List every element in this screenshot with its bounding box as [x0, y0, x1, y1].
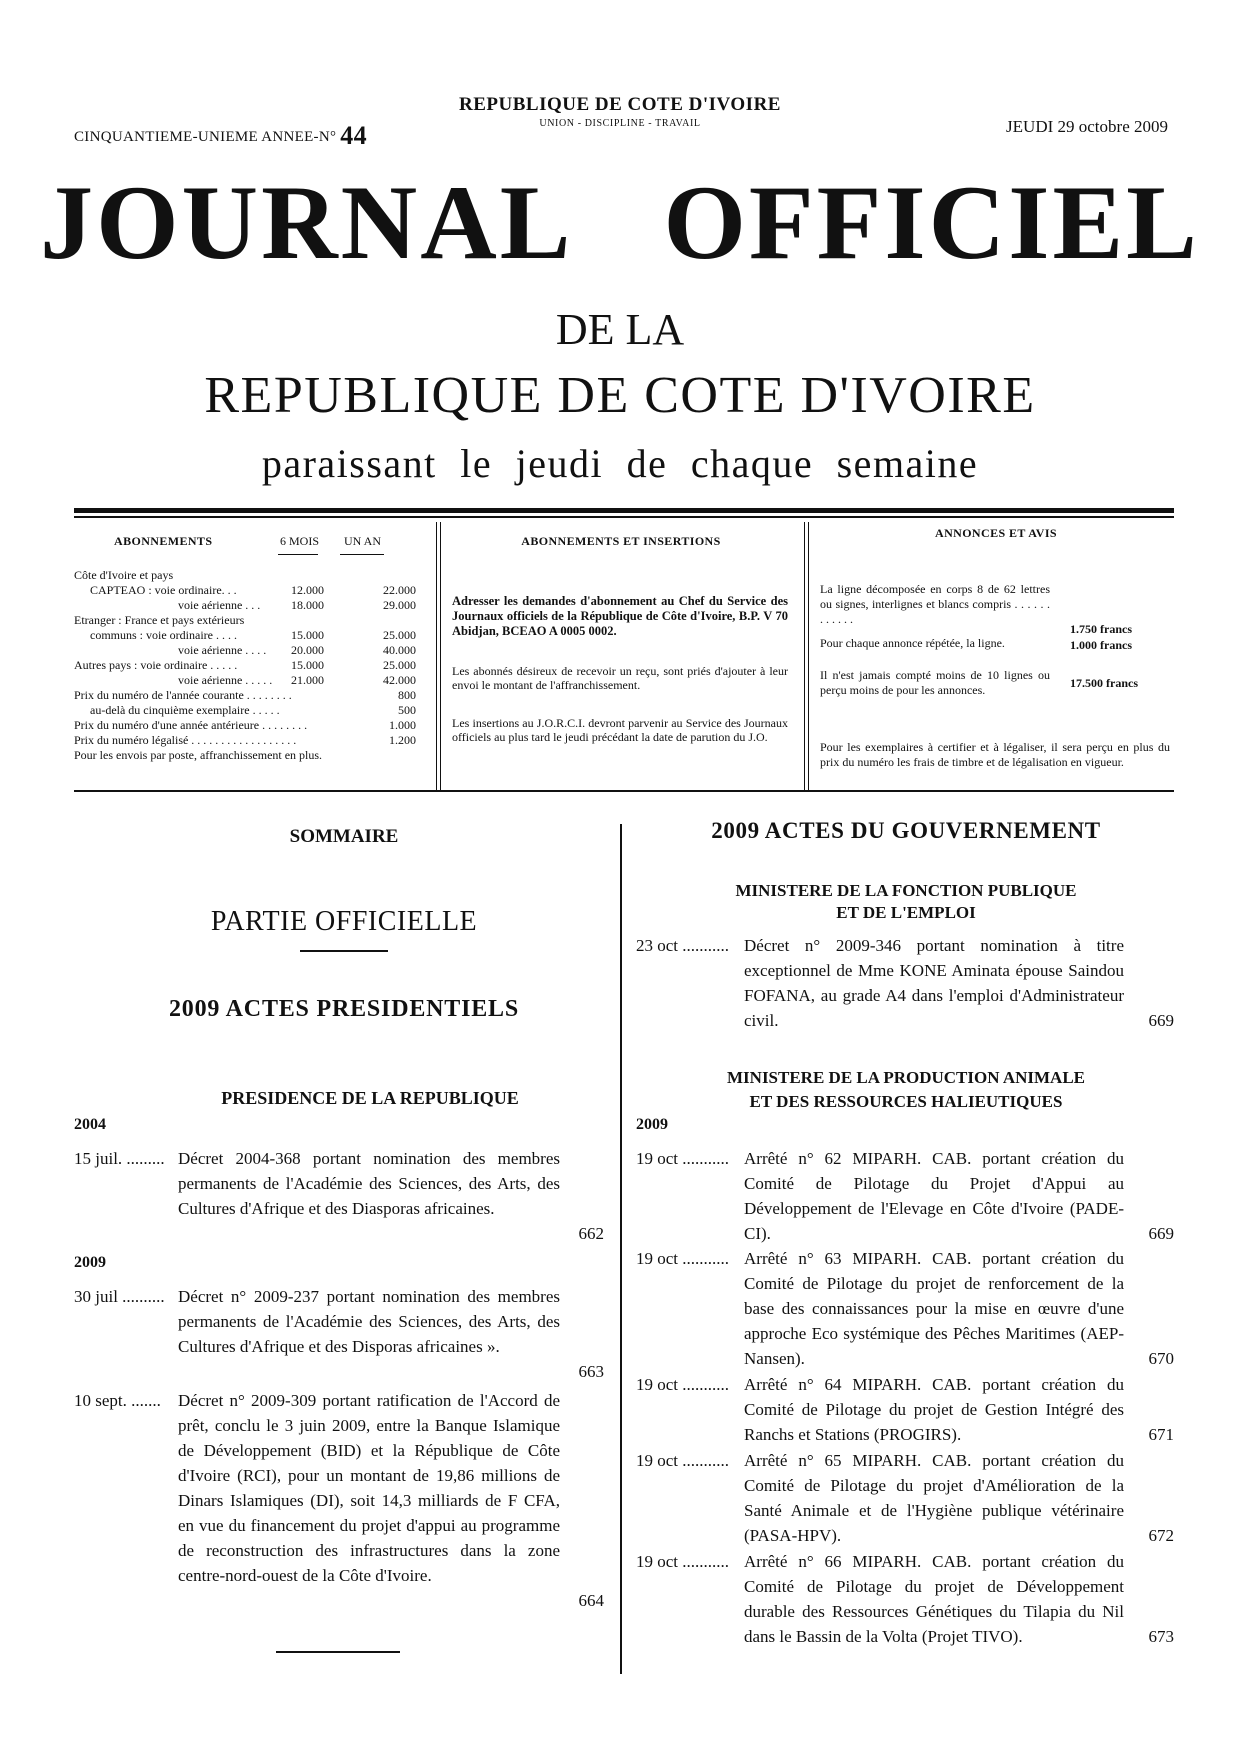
gouvernement-entry	[636, 1448, 1174, 1548]
entry-text: Décret n° 2009-237 portant nomination des membres permanents de l'Académie des Sciences, des Arts, des Cultures d'Afrique et des Disporas africaines ».	[178, 1287, 560, 1356]
abonnement-row	[74, 733, 420, 748]
abonnements-title: ABONNEMENTS	[114, 534, 213, 548]
abonnement-price-6mois: 21.000	[291, 673, 324, 687]
entry-page: 663	[578, 1362, 604, 1381]
entry-date: 10 sept. .......	[74, 1391, 161, 1410]
issue-date: JEUDI 29 octobre 2009	[1006, 117, 1168, 136]
year-2004: 2004	[74, 1116, 106, 1133]
entry-text: Arrêté n° 66 MIPARH. CAB. portant création du Comité de Pilotage du projet de Développement durable des Ressources Génétiques du Tilapia du Nil dans le Bassin de la Volta (Projet TIVO).	[744, 1552, 1124, 1646]
entry-date: 15 juil. .........	[74, 1149, 165, 1168]
insertions-delai: Les insertions au J.O.R.C.I. devront parvenir au Service des Journaux officiels au plus tard le jeudi précédant la date de parution du J.O.	[452, 716, 788, 744]
sommaire-entry	[74, 1388, 604, 1618]
country-name: REPUBLIQUE DE COTE D'IVOIRE	[459, 94, 781, 115]
divider	[278, 554, 318, 555]
abonnement-price-unan: 1.000	[389, 718, 416, 732]
entry-text: Décret n° 2009-309 portant ratification de l'Accord de prêt, conclu le 3 juin 2009, entre la Banque Islamique de Développement (BID) et la République de Côte d'Ivoire (RCI), pour un montant de 19,86 millions de Dinars Islamiques (DI), soit 14,3 milliards de F CFA, en vue du financement du projet d'appui au programme de reconstruction des infrastructures dans la zone centre-nord-ouest de la Côte d'Ivoire.	[178, 1391, 560, 1585]
entry-date: 30 juil ..........	[74, 1287, 165, 1306]
entry-date: 23 oct ...........	[636, 936, 730, 955]
entry-page: 673	[1148, 1627, 1174, 1646]
masthead-parution: paraissant le jeudi de chaque semaine	[261, 441, 979, 486]
top-rule-thin	[74, 516, 1174, 518]
insertions-box	[452, 530, 790, 786]
presidence-title: PRESIDENCE DE LA REPUBLIQUE	[221, 1088, 519, 1108]
box-bottom-rule	[74, 790, 1174, 792]
partie-officielle: PARTIE OFFICIELLE	[210, 906, 478, 937]
abonnement-row	[74, 688, 420, 703]
annonces-title: ANNONCES ET AVIS	[935, 526, 1057, 540]
entry-text: Arrêté n° 64 MIPARH. CAB. portant création du Comité de Pilotage du projet de Gestion Intégré des Ranchs et Stations (PROGIRS).	[744, 1375, 1124, 1444]
sommaire-entry	[74, 1284, 604, 1384]
actes-presidentiels-title: 2009 ACTES PRESIDENTIELS	[169, 996, 519, 1022]
abonnement-price-6mois: 12.000	[291, 583, 324, 597]
masthead-title	[0, 164, 1240, 281]
column-divider	[620, 824, 622, 1674]
annonces-ligne: La ligne décomposée en corps 8 de 62 lettres ou signes, interlignes et blancs compris . . . . . . . . . . . .	[820, 582, 1050, 626]
entry-page: 669	[1148, 1011, 1174, 1030]
entry-date: 19 oct ...........	[636, 1375, 730, 1394]
year-2009: 2009	[74, 1254, 106, 1271]
ministere-line: MINISTERE DE LA PRODUCTION ANIMALE	[727, 1068, 1085, 1087]
abonnement-row	[74, 643, 420, 658]
entry-page: 671	[1148, 1425, 1174, 1444]
entry-page: 672	[1148, 1526, 1174, 1545]
abonnement-row	[74, 748, 420, 763]
masthead-republique: REPUBLIQUE DE COTE D'IVOIRE	[204, 367, 1036, 424]
abonnement-row	[74, 568, 420, 583]
abonnement-price-unan: 800	[398, 688, 416, 702]
entry-page: 670	[1148, 1349, 1174, 1368]
annonces-certification: Pour les exemplaires à certifier et à légaliser, il sera perçu en plus du prix du numéro les frais de timbre et de légalisation en vigueur.	[820, 740, 1170, 769]
insertions-address: Adresser les demandes d'abonnement au Chef du Service des Journaux officiels de la République de Côte d'Ivoire, B.P. V 70 Abidjan, BCEAO A 0005 0002.	[452, 594, 788, 638]
box-divider-2	[804, 522, 805, 790]
entry-text: Arrêté n° 65 MIPARH. CAB. portant création du Comité de Pilotage du projet d'Amélioration de la Santé Animale et de l'Hygiène publique vétérinaire (PASA-HPV).	[744, 1451, 1124, 1545]
box-divider-1	[436, 522, 437, 790]
abonnement-price-6mois: 15.000	[291, 658, 324, 672]
annee-label: CINQUANTIEME-UNIEME ANNEE-N°	[74, 129, 337, 145]
masthead-word-journal: JOURNAL	[40, 164, 574, 281]
gouvernement-entry	[636, 1372, 1174, 1447]
abonnement-label: Prix du numéro légalisé . . . . . . . . . . . . . . . . . .	[74, 733, 297, 747]
gouvernement-entry	[636, 1246, 1174, 1371]
gouvernement-entry	[636, 1549, 1174, 1649]
entry-text: Décret 2004-368 portant nomination des membres permanents de l'Académie des Sciences, des Arts, des Cultures d'Afrique et des Diasporas africaines.	[178, 1149, 560, 1218]
abonnement-price-unan: 500	[398, 703, 416, 717]
abonnements-col-6mois: 6 MOIS	[280, 534, 320, 548]
abonnement-row	[74, 718, 420, 733]
abonnement-price-unan: 25.000	[383, 658, 416, 672]
abonnement-row	[74, 583, 420, 598]
abonnement-label: Côte d'Ivoire et pays	[74, 568, 174, 582]
abonnements-col-unan: UN AN	[344, 534, 382, 548]
year-2009: 2009	[636, 1116, 668, 1133]
abonnement-label: Pour les envois par poste, affranchissement en plus.	[74, 748, 323, 762]
abonnement-price-unan: 29.000	[383, 598, 416, 612]
entry-page: 669	[1148, 1224, 1174, 1243]
abonnement-label: Prix du numéro d'une année antérieure . . . . . . . .	[74, 718, 308, 732]
abonnement-label: au-delà du cinquième exemplaire . . . . .	[90, 703, 280, 717]
entry-text: Décret n° 2009-346 portant nomination à titre exceptionnel de Mme KONE Aminata épouse Saindou FOFANA, au grade A4 dans l'emploi d'Administrateur civil.	[744, 936, 1124, 1030]
abonnement-price-6mois: 15.000	[291, 628, 324, 642]
abonnements-box	[74, 530, 430, 786]
abonnement-price-6mois: 20.000	[291, 643, 324, 657]
ministere-production-animale	[636, 1066, 1176, 1114]
abonnement-label: Etranger : France et pays extérieurs	[74, 613, 245, 627]
sommaire-title: SOMMAIRE	[289, 826, 399, 847]
divider	[300, 950, 388, 952]
abonnement-price-6mois: 18.000	[291, 598, 324, 612]
annonces-minimum: Il n'est jamais compté moins de 10 lignes ou perçu moins de pour les annonces.	[820, 668, 1050, 697]
entry-page: 664	[578, 1591, 604, 1610]
abonnement-label: voie aérienne . . . .	[178, 643, 267, 657]
gouvernement-entry	[636, 933, 1174, 1033]
ministere-line: ET DES RESSOURCES HALIEUTIQUES	[749, 1092, 1063, 1111]
ministere-line: ET DE L'EMPLOI	[836, 903, 976, 922]
abonnement-label: CAPTEAO : voie ordinaire. . .	[90, 583, 237, 597]
masthead-de-la: DE LA	[555, 305, 685, 354]
annonces-price-ligne: 1.750 francs	[1070, 622, 1132, 636]
issue-number: 44	[340, 121, 367, 150]
abonnement-price-unan: 42.000	[383, 673, 416, 687]
ministere-fonction-publique	[636, 880, 1176, 924]
box-divider-2b	[808, 522, 809, 790]
entry-text: Arrêté n° 63 MIPARH. CAB. portant création du Comité de Pilotage du projet de renforcement de la base des connaissances pour la mise en œuvre d'une approche Eco systémique des Pêches Maritimes (AEP-Nansen).	[744, 1249, 1124, 1368]
divider	[276, 1651, 400, 1653]
sommaire-entry	[74, 1146, 604, 1246]
abonnement-label: Prix du numéro de l'année courante . . . . . . . .	[74, 688, 292, 702]
entry-date: 19 oct ...........	[636, 1149, 730, 1168]
actes-gouvernement-title: 2009 ACTES DU GOUVERNEMENT	[711, 818, 1101, 843]
abonnement-price-unan: 40.000	[383, 643, 416, 657]
insertions-recu: Les abonnés désireux de recevoir un reçu, sont priés d'ajouter à leur envoi le montant de l'affranchissement.	[452, 664, 788, 692]
abonnement-row	[74, 673, 420, 688]
abonnement-label: communs : voie ordinaire . . . .	[90, 628, 237, 642]
gouvernement-entry	[636, 1146, 1174, 1246]
abonnement-label: voie aérienne . . .	[178, 598, 261, 612]
annonces-price-repetee: 1.000 francs	[1070, 638, 1132, 652]
divider	[340, 554, 384, 555]
masthead-word-officiel: OFFICIEL	[663, 164, 1200, 281]
entry-text: Arrêté n° 62 MIPARH. CAB. portant création du Comité de Pilotage du Projet d'Appui au Développement de l'Elevage en Côte d'Ivoire (PADE-CI).	[744, 1149, 1124, 1243]
abonnement-row	[74, 703, 420, 718]
abonnement-row	[74, 628, 420, 643]
insertions-title: ABONNEMENTS ET INSERTIONS	[521, 534, 721, 548]
abonnement-row	[74, 658, 420, 673]
entry-date: 19 oct ...........	[636, 1552, 730, 1571]
top-rule-thick	[74, 508, 1174, 513]
entry-date: 19 oct ...........	[636, 1451, 730, 1470]
annonces-repetee: Pour chaque annonce répétée, la ligne.	[820, 636, 1005, 650]
abonnement-price-unan: 22.000	[383, 583, 416, 597]
abonnement-label: voie aérienne . . . . .	[178, 673, 273, 687]
abonnement-label: Autres pays : voie ordinaire . . . . .	[74, 658, 238, 672]
box-divider-1b	[440, 522, 441, 790]
abonnement-row	[74, 613, 420, 628]
annonces-price-minimum: 17.500 francs	[1070, 676, 1138, 690]
entry-page: 662	[578, 1224, 604, 1243]
annonces-box	[820, 526, 1172, 786]
abonnement-row	[74, 598, 420, 613]
abonnement-price-unan: 25.000	[383, 628, 416, 642]
ministere-line: MINISTERE DE LA FONCTION PUBLIQUE	[735, 881, 1077, 900]
entry-date: 19 oct ...........	[636, 1249, 730, 1268]
abonnement-price-unan: 1.200	[389, 733, 416, 747]
national-motto: UNION - DISCIPLINE - TRAVAIL	[539, 118, 701, 129]
